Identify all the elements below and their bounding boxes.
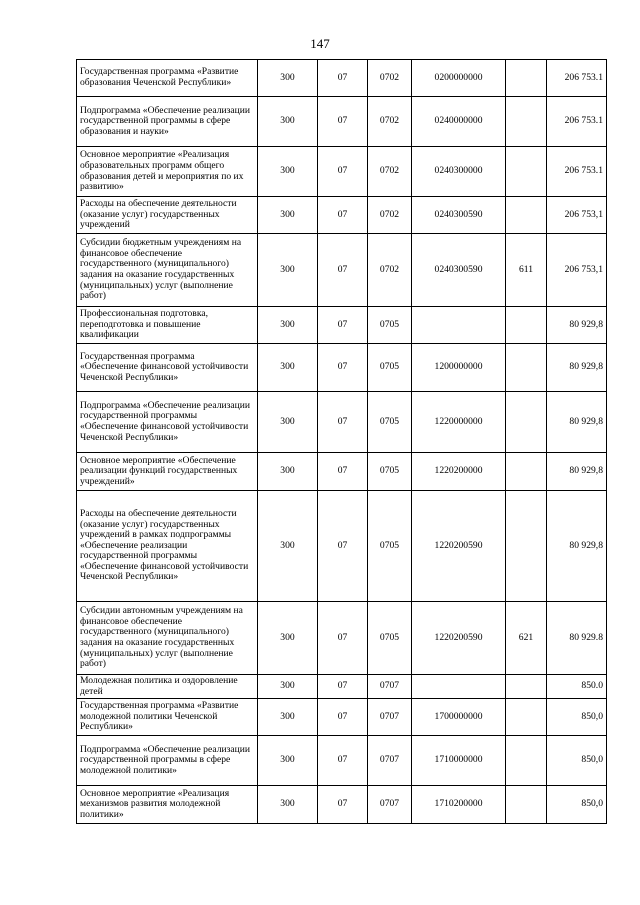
table-row	[77, 491, 607, 602]
row-code-1: 300	[258, 392, 318, 453]
row-code-1: 300	[258, 736, 318, 786]
row-name: Расходы на обеспечение деятельности (оказание услуг) государственных учреждений	[77, 197, 258, 234]
row-name: Субсидии автономным учреждениям на финансовое обеспечение государственного (муниципального) задания на оказание государственных (муниципальных) услуг (выполнение работ)	[77, 602, 258, 675]
row-code-2: 07	[318, 197, 368, 234]
row-name: Государственная программа «Развитие молодежной политики Чеченской Республики»	[77, 699, 258, 736]
row-amount: 850,0	[547, 786, 607, 824]
row-code-5	[506, 392, 547, 453]
row-code-2: 07	[318, 60, 368, 97]
row-amount: 206 753.1	[547, 97, 607, 147]
row-code-1: 300	[258, 197, 318, 234]
row-code-2: 07	[318, 602, 368, 675]
row-code-5	[506, 147, 547, 197]
row-code-3: 0702	[368, 60, 412, 97]
table-row	[77, 197, 607, 234]
row-amount: 80 929,8	[547, 344, 607, 392]
row-name: Подпрограмма «Обеспечение реализации государственной программы в сфере образования и науки»	[77, 97, 258, 147]
row-code-3: 0702	[368, 197, 412, 234]
row-code-3: 0707	[368, 699, 412, 736]
row-code-5	[506, 675, 547, 699]
row-code-5	[506, 453, 547, 491]
row-code-1: 300	[258, 786, 318, 824]
row-name: Расходы на обеспечение деятельности (оказание услуг) государственных учреждений в рамках подпрограммы «Обеспечение реализации государственной программы «Обеспечение финансовой устойчивости Чеченской Республики»	[77, 491, 258, 602]
row-code-1: 300	[258, 60, 318, 97]
row-code-2: 07	[318, 491, 368, 602]
row-code-3: 0705	[368, 392, 412, 453]
row-code-5	[506, 699, 547, 736]
row-code-4: 0240300590	[412, 197, 506, 234]
row-code-1: 300	[258, 491, 318, 602]
row-code-3: 0702	[368, 234, 412, 307]
row-code-4: 0240300000	[412, 147, 506, 197]
row-code-1: 300	[258, 675, 318, 699]
row-code-4: 1220200590	[412, 491, 506, 602]
table-row	[77, 344, 607, 392]
row-code-4: 1710200000	[412, 786, 506, 824]
budget-table	[76, 59, 607, 824]
row-code-2: 07	[318, 786, 368, 824]
row-code-4: 1710000000	[412, 736, 506, 786]
row-amount: 80 929,8	[547, 453, 607, 491]
table-row	[77, 786, 607, 824]
row-code-1: 300	[258, 344, 318, 392]
row-name: Молодежная политика и оздоровление детей	[77, 675, 258, 699]
row-name: Профессиональная подготовка, переподготовка и повышение квалификации	[77, 307, 258, 344]
table-row	[77, 699, 607, 736]
row-code-4: 1220200590	[412, 602, 506, 675]
row-code-4	[412, 307, 506, 344]
row-code-1: 300	[258, 699, 318, 736]
row-name: Основное мероприятие «Реализация образовательных программ общего образования детей и мероприятия по их развитию»	[77, 147, 258, 197]
row-amount: 850,0	[547, 736, 607, 786]
row-name: Государственная программа «Обеспечение финансовой устойчивости Чеченской Республики»	[77, 344, 258, 392]
row-code-2: 07	[318, 147, 368, 197]
row-amount: 80 929,8	[547, 491, 607, 602]
row-amount: 80 929.8	[547, 602, 607, 675]
row-code-2: 07	[318, 234, 368, 307]
row-amount: 80 929,8	[547, 392, 607, 453]
row-code-5	[506, 197, 547, 234]
row-code-5	[506, 97, 547, 147]
row-code-2: 07	[318, 97, 368, 147]
table-row	[77, 602, 607, 675]
row-code-4: 1700000000	[412, 699, 506, 736]
row-amount: 850.0	[547, 675, 607, 699]
row-name: Основное мероприятие «Реализация механизмов развития молодежной политики»	[77, 786, 258, 824]
row-code-3: 0705	[368, 602, 412, 675]
row-code-1: 300	[258, 307, 318, 344]
row-code-3: 0705	[368, 344, 412, 392]
table-row	[77, 234, 607, 307]
row-code-3: 0707	[368, 736, 412, 786]
table-row	[77, 60, 607, 97]
row-code-3: 0702	[368, 97, 412, 147]
row-code-2: 07	[318, 307, 368, 344]
row-code-2: 07	[318, 453, 368, 491]
row-code-4: 1220200000	[412, 453, 506, 491]
row-code-1: 300	[258, 97, 318, 147]
table-row	[77, 392, 607, 453]
budget-table-body	[77, 60, 607, 824]
row-code-3: 0702	[368, 147, 412, 197]
row-code-5	[506, 344, 547, 392]
row-code-5	[506, 491, 547, 602]
row-name: Основное мероприятие «Обеспечение реализации функций государственных учреждений»	[77, 453, 258, 491]
row-name: Субсидии бюджетным учреждениям на финансовое обеспечение государственного (муниципального) задания на оказание государственных (муниципальных) услуг (выполнение работ)	[77, 234, 258, 307]
row-code-3: 0705	[368, 307, 412, 344]
row-code-5	[506, 307, 547, 344]
row-code-3: 0705	[368, 491, 412, 602]
row-code-4: 0200000000	[412, 60, 506, 97]
row-code-5	[506, 786, 547, 824]
row-code-4: 1200000000	[412, 344, 506, 392]
row-code-5: 621	[506, 602, 547, 675]
table-row	[77, 147, 607, 197]
row-code-1: 300	[258, 234, 318, 307]
row-code-2: 07	[318, 344, 368, 392]
row-code-2: 07	[318, 736, 368, 786]
row-code-1: 300	[258, 602, 318, 675]
table-row	[77, 307, 607, 344]
row-amount: 850,0	[547, 699, 607, 736]
row-amount: 80 929,8	[547, 307, 607, 344]
row-code-3: 0705	[368, 453, 412, 491]
row-code-1: 300	[258, 147, 318, 197]
row-amount: 206 753,1	[547, 197, 607, 234]
row-code-4: 0240000000	[412, 97, 506, 147]
row-name: Подпрограмма «Обеспечение реализации государственной программы «Обеспечение финансовой устойчивости Чеченской Республики»	[77, 392, 258, 453]
row-code-3: 0707	[368, 786, 412, 824]
row-code-4	[412, 675, 506, 699]
row-code-3: 0707	[368, 675, 412, 699]
row-code-1: 300	[258, 453, 318, 491]
row-code-2: 07	[318, 699, 368, 736]
row-name: Подпрограмма «Обеспечение реализации государственной программы в сфере молодежной политики»	[77, 736, 258, 786]
row-code-5	[506, 736, 547, 786]
row-amount: 206 753,1	[547, 234, 607, 307]
row-amount: 206 753.1	[547, 60, 607, 97]
row-code-4: 0240300590	[412, 234, 506, 307]
row-code-2: 07	[318, 675, 368, 699]
table-row	[77, 675, 607, 699]
table-row	[77, 736, 607, 786]
row-code-5	[506, 60, 547, 97]
row-code-5: 611	[506, 234, 547, 307]
page-number: 147	[310, 36, 330, 51]
row-amount: 206 753.1	[547, 147, 607, 197]
row-code-4: 1220000000	[412, 392, 506, 453]
table-row	[77, 97, 607, 147]
row-name: Государственная программа «Развитие образования Чеченской Республики»	[77, 60, 258, 97]
table-row	[77, 453, 607, 491]
row-code-2: 07	[318, 392, 368, 453]
